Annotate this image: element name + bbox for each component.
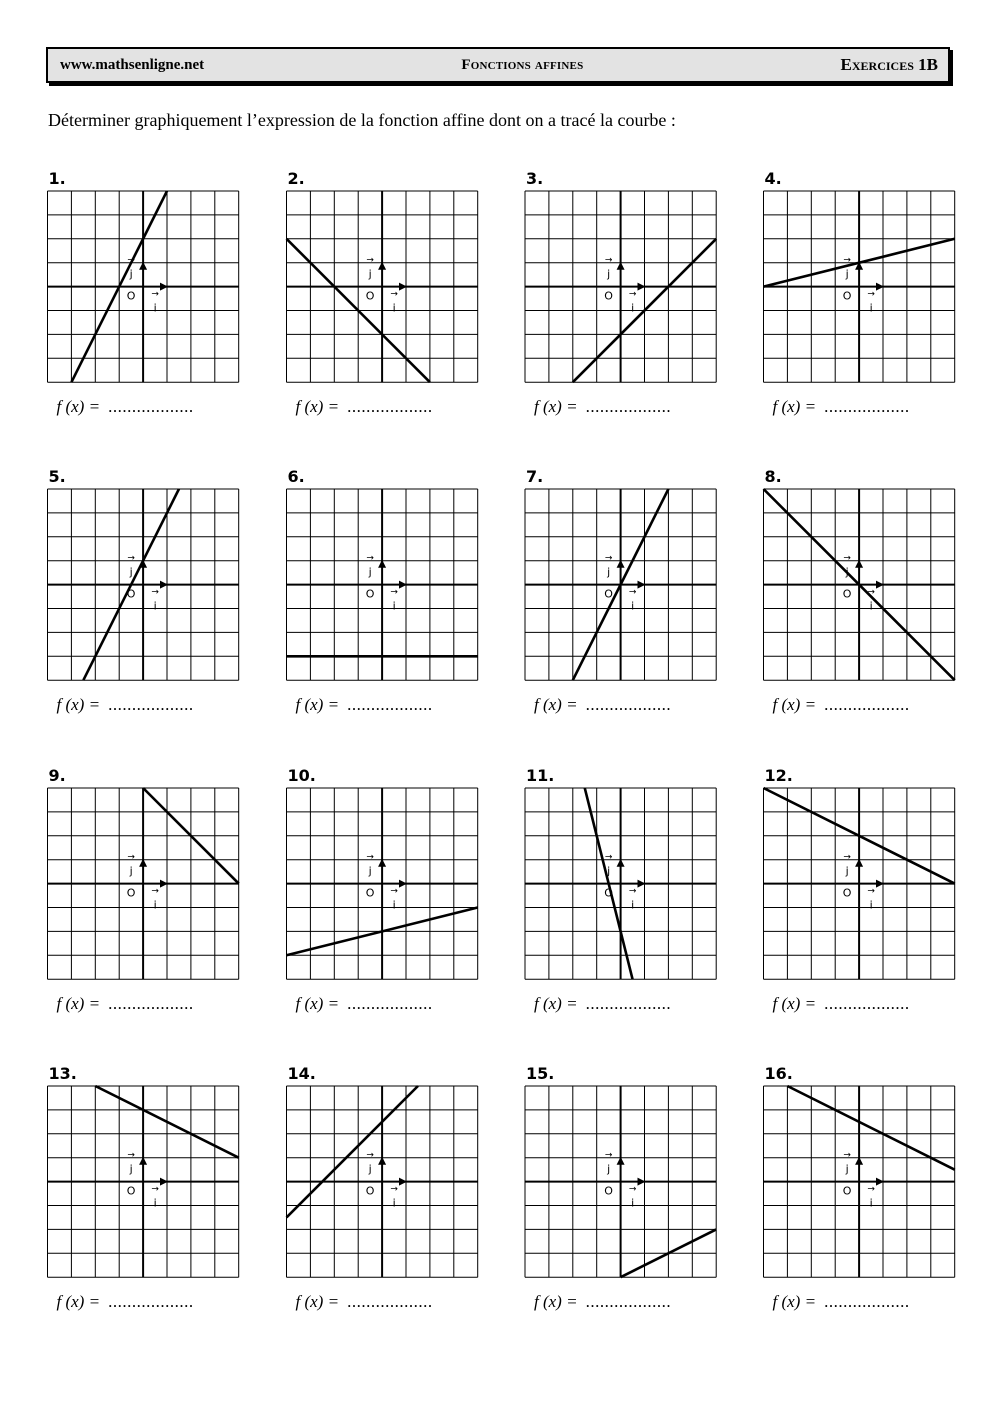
graph-8 <box>764 489 955 680</box>
unit-i-arrow-symbol: → <box>628 289 637 300</box>
unit-j-label: j <box>129 267 133 281</box>
answer-field[interactable] <box>773 397 910 417</box>
origin-label: O <box>604 886 613 900</box>
answer-prefix: f (x) = <box>295 695 340 715</box>
origin-label: O <box>604 289 613 303</box>
exercise-number: 6. <box>287 467 305 486</box>
unit-i-arrow-symbol: → <box>628 587 637 598</box>
exercise-number: 8. <box>764 467 782 486</box>
answer-field[interactable] <box>57 695 194 715</box>
exercise-number: 15. <box>526 1064 555 1083</box>
exercise-number: 11. <box>526 766 555 785</box>
exercise-label: Exercices 1B <box>840 55 938 74</box>
unit-i-label: i <box>392 599 396 613</box>
answer-prefix: f (x) = <box>534 994 578 1014</box>
unit-j-label: j <box>607 565 611 579</box>
origin-label: O <box>126 289 136 303</box>
answer-prefix: f (x) = <box>772 994 817 1014</box>
answer-field[interactable] <box>534 1292 671 1312</box>
answer-field[interactable] <box>296 397 433 417</box>
answer-prefix: f (x) = <box>56 994 101 1014</box>
exercise-number: 5. <box>48 467 66 486</box>
answer-field[interactable] <box>296 695 433 715</box>
origin-label: O <box>842 289 852 303</box>
exercise-number: 16. <box>764 1064 793 1083</box>
unit-i-label: i <box>153 599 157 613</box>
unit-j-label: j <box>845 267 849 281</box>
origin-label: O <box>365 587 375 601</box>
unit-i-label: i <box>631 301 635 315</box>
unit-j-label: j <box>129 565 133 579</box>
unit-j-label: j <box>129 864 133 878</box>
answer-field[interactable] <box>57 1292 194 1312</box>
answer-dots[interactable]: .................. <box>585 994 672 1014</box>
answer-dots[interactable]: .................. <box>824 994 910 1014</box>
unit-i-arrow-symbol: → <box>151 587 159 598</box>
unit-j-arrow-symbol: → <box>366 852 374 863</box>
unit-i-label: i <box>153 898 157 912</box>
answer-field[interactable] <box>773 994 910 1014</box>
answer-dots[interactable]: .................. <box>585 695 672 715</box>
exercise-number: 12. <box>764 766 793 785</box>
unit-j-arrow-symbol: → <box>604 1150 613 1161</box>
answer-field[interactable] <box>534 695 671 715</box>
unit-i-arrow-symbol: → <box>390 289 398 300</box>
graph-14 <box>287 1086 478 1277</box>
unit-j-arrow-symbol: → <box>604 255 613 266</box>
answer-dots[interactable]: .................. <box>108 695 194 715</box>
unit-i-label: i <box>392 898 396 912</box>
answer-dots[interactable]: .................. <box>347 695 433 715</box>
graph-6 <box>287 489 478 680</box>
graph-4 <box>764 191 955 382</box>
origin-label: O <box>365 1184 375 1198</box>
origin-label: O <box>365 289 375 303</box>
origin-label: O <box>604 1184 613 1198</box>
unit-i-arrow-symbol: → <box>867 289 875 300</box>
unit-i-arrow-symbol: → <box>151 886 159 897</box>
unit-i-arrow-symbol: → <box>151 1184 159 1195</box>
unit-j-label: j <box>845 864 849 878</box>
origin-label: O <box>604 587 613 601</box>
unit-i-label: i <box>153 1196 157 1210</box>
origin-label: O <box>126 886 136 900</box>
unit-i-label: i <box>869 599 873 613</box>
exercise-number: 9. <box>48 766 66 785</box>
graph-13 <box>48 1086 239 1277</box>
exercise-number: 4. <box>764 169 782 188</box>
answer-prefix: f (x) = <box>772 1292 817 1312</box>
unit-j-label: j <box>845 1162 849 1176</box>
answer-field[interactable] <box>534 397 671 417</box>
graph-10 <box>287 788 478 979</box>
answer-dots[interactable]: .................. <box>347 1292 433 1312</box>
exercise-number: 3. <box>526 169 544 188</box>
graph-5 <box>48 489 239 680</box>
unit-i-label: i <box>153 301 157 315</box>
unit-j-label: j <box>607 267 611 281</box>
origin-label: O <box>126 587 136 601</box>
unit-j-arrow-symbol: → <box>127 553 135 564</box>
unit-j-label: j <box>129 1162 133 1176</box>
unit-i-label: i <box>869 898 873 912</box>
graph-7 <box>525 489 716 680</box>
answer-prefix: f (x) = <box>295 397 340 417</box>
unit-j-arrow-symbol: → <box>366 553 374 564</box>
exercise-number: 10. <box>287 766 316 785</box>
instruction-text: Déterminer graphiquement l’expression de la fonction affine dont on a tracé la courbe : <box>48 110 676 130</box>
graph-16 <box>764 1086 955 1277</box>
answer-dots[interactable]: .................. <box>824 1292 910 1312</box>
answer-dots[interactable]: .................. <box>347 397 433 417</box>
unit-j-arrow-symbol: → <box>127 1150 135 1161</box>
answer-field[interactable] <box>57 994 194 1014</box>
unit-j-label: j <box>368 864 372 878</box>
unit-i-arrow-symbol: → <box>867 587 875 598</box>
unit-j-label: j <box>845 565 849 579</box>
answer-prefix: f (x) = <box>56 397 101 417</box>
unit-i-label: i <box>631 599 635 613</box>
exercise-number: 1. <box>48 169 66 188</box>
graph-1 <box>48 191 239 382</box>
answer-field[interactable] <box>296 1292 433 1312</box>
answer-prefix: f (x) = <box>772 695 817 715</box>
answer-prefix: f (x) = <box>56 1292 101 1312</box>
unit-i-arrow-symbol: → <box>390 886 398 897</box>
exercise-number: 2. <box>287 169 305 188</box>
unit-j-label: j <box>368 267 372 281</box>
answer-prefix: f (x) = <box>295 994 340 1014</box>
unit-j-label: j <box>607 1162 611 1176</box>
origin-label: O <box>842 886 852 900</box>
answer-dots[interactable]: .................. <box>108 1292 194 1312</box>
site-name: www.mathsenligne.net <box>60 56 205 73</box>
origin-label: O <box>126 1184 136 1198</box>
graph-11 <box>525 788 716 979</box>
unit-j-arrow-symbol: → <box>843 255 851 266</box>
unit-j-label: j <box>368 1162 372 1176</box>
unit-i-arrow-symbol: → <box>390 587 398 598</box>
unit-i-arrow-symbol: → <box>628 886 637 897</box>
answer-dots[interactable]: .................. <box>585 1292 672 1312</box>
origin-label: O <box>842 1184 852 1198</box>
unit-j-arrow-symbol: → <box>366 1150 374 1161</box>
unit-j-arrow-symbol: → <box>843 852 851 863</box>
graph-12 <box>764 788 955 979</box>
unit-i-arrow-symbol: → <box>151 289 159 300</box>
unit-i-label: i <box>392 1196 396 1210</box>
graph-3 <box>525 191 716 382</box>
answer-prefix: f (x) = <box>56 695 101 715</box>
origin-label: O <box>842 587 852 601</box>
answer-prefix: f (x) = <box>534 1292 578 1312</box>
function-line <box>787 1086 954 1170</box>
unit-i-label: i <box>869 1196 873 1210</box>
answer-prefix: f (x) = <box>534 397 578 417</box>
unit-i-label: i <box>631 1196 635 1210</box>
answer-prefix: f (x) = <box>295 1292 340 1312</box>
answer-dots[interactable]: .................. <box>824 695 910 715</box>
answer-dots[interactable]: .................. <box>108 994 194 1014</box>
answer-prefix: f (x) = <box>534 695 578 715</box>
unit-j-arrow-symbol: → <box>127 852 135 863</box>
function-line <box>287 1086 418 1217</box>
unit-i-arrow-symbol: → <box>867 886 875 897</box>
unit-i-arrow-symbol: → <box>867 1184 875 1195</box>
unit-j-arrow-symbol: → <box>604 852 613 863</box>
answer-dots[interactable]: .................. <box>824 397 910 417</box>
answer-dots[interactable]: .................. <box>108 397 194 417</box>
exercise-number: 13. <box>48 1064 77 1083</box>
exercise-number: 7. <box>526 467 544 486</box>
answer-field[interactable] <box>773 1292 910 1312</box>
unit-j-arrow-symbol: → <box>843 553 851 564</box>
answer-field[interactable] <box>534 994 671 1014</box>
unit-j-arrow-symbol: → <box>604 553 613 564</box>
exercise-number: 14. <box>287 1064 316 1083</box>
unit-j-arrow-symbol: → <box>366 255 374 266</box>
answer-dots[interactable]: .................. <box>347 994 433 1014</box>
unit-j-label: j <box>607 864 611 878</box>
unit-j-arrow-symbol: → <box>127 255 135 266</box>
graph-2 <box>287 191 478 382</box>
origin-label: O <box>365 886 375 900</box>
graph-15 <box>525 1086 716 1277</box>
answer-prefix: f (x) = <box>772 397 817 417</box>
worksheet-title: Fonctions affines <box>461 56 584 73</box>
graph-9 <box>48 788 239 979</box>
answer-field[interactable] <box>296 994 433 1014</box>
answer-field[interactable] <box>773 695 910 715</box>
unit-i-label: i <box>631 898 635 912</box>
unit-j-arrow-symbol: → <box>843 1150 851 1161</box>
answer-dots[interactable]: .................. <box>585 397 672 417</box>
unit-i-label: i <box>392 301 396 315</box>
answer-field[interactable] <box>57 397 194 417</box>
unit-i-arrow-symbol: → <box>628 1184 637 1195</box>
unit-i-label: i <box>869 301 873 315</box>
unit-i-arrow-symbol: → <box>390 1184 398 1195</box>
unit-j-label: j <box>368 565 372 579</box>
